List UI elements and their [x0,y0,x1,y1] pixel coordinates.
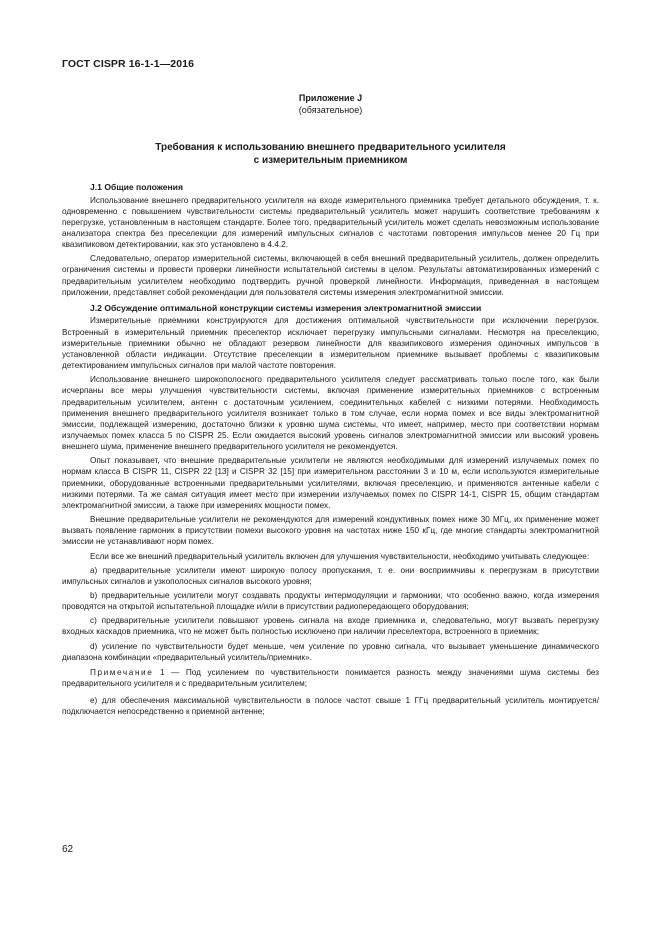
list-item-e: e) для обеспечения максимальной чувствительности в полосе частот свыше 1 ГГц предварительный усилитель монтируется/подключается непосредственно к приемной антенне; [62,696,599,717]
paragraph: Следовательно, оператор измерительной системы, включающей в себя внешний предварительный усилитель, должен определить ограничения системы и провести проверки линейности испытательной системы в целом. Результаты автоматизированных измерений с предварительным усилителем необходимо подтвердить ручной проверкой линейности. Информация, приведенная в настоящем приложении, представляет собой рекомендации для пользователя системы измерения электромагнитной эмиссии. [62,254,599,297]
appendix-block [0,92,661,116]
paragraph: Если все же внешний предварительный усилитель включен для улучшения чувствительности, необходимо учитывать следующее: [90,551,590,561]
paragraph: Использование внешнего предварительного усилителя на входе измерительного приемника требует детального обсуждения, т. к. одновременно с повышением чувствительности системы предварительный усилитель может нарушить соответствие требованиям к перегрузке, установленным в настоящем стандарте. Более того, предварительный усилитель может сделать невозможным использование анализатора спектра без преселекции для измерений импульсных сигналов с частотами повторения импульсов менее 20 Гц при квазипиковом детектировании, как это установлено в 4.4.2. [62,195,599,250]
paragraph: Измерительные приемники конструируются для достижения оптимальной чувствительности при исключении перегрузок. Встроенный в измерительный приемник преселектор исключает перегрузку импульсными сигналами. Несмотря на преселекцию, измерительные приемники обычно не обладают резервом линейности для квазипикового измерения одиночных импульсов в установленной области индикации. Отсутствие преселекции в измерительном приемнике вызывает проблемы с квазипиковым детектированием импульсных сигналов при малой частоте повторения. [62,316,599,371]
note-label: Примечание [90,667,154,677]
list-item-a: а) предварительные усилители имеют широкую полосу пропускания, т. е. они восприимчивы к перегрузкам в присутствии импульсных сигналов и узкополосных сигналов высокого уровня; [62,565,599,586]
title-line-1: Требования к использованию внешнего предварительного усилителя [155,142,506,153]
title-line-2: с измерительным приемником [253,155,408,166]
document-header: ГОСТ CISPR 16-1-1—2016 [62,58,195,70]
note [62,667,599,689]
section-heading-j2: J.2 Обсуждение оптимальной конструкции системы измерения электромагнитной эмиссии [90,302,482,313]
appendix-title: Приложение J [298,93,363,103]
document-title [62,141,599,167]
list-item-b: b) предварительные усилители могут создавать продукты интермодуляции и гармоники, что особенно важно, когда измерения проводятся на открытой испытательной площадке и/или в присутствии радиопередающего оборудования; [62,591,599,612]
paragraph: Опыт показывает, что внешние предварительные усилители не являются необходимыми для измерений излучаемых помех по нормам класса B CISPR 11, CISPR 22 [13] и CISPR 32 [15] при измерительном расстоянии 3 и 10 м, если используются измерительные приемники, оборудованные встроенными предварительными усилителями, включая преселекцию, и применяются антенные кабели с низкими потерями. Та же самая ситуация имеет место при измерении излучаемых помех по CISPR 14-1, CISPR 15, общим стандартам электромагнитной эмиссии, а также при измерениях мощности помех. [62,456,599,510]
section-heading-j1: J.1 Общие положения [90,182,183,192]
appendix-status: (обязательное) [298,105,363,115]
paragraph: Внешние предварительные усилители не рекомендуются для измерений кондуктивных помех ниже 30 МГц, их применение может вызвать появление гармоник в присутствии помехи высокого уровня на частотах ниже 150 кГц, где многие стандарты электромагнитной эмиссии не устанавливают норм помех. [62,515,599,547]
document-body [62,182,599,721]
page-number: 62 [62,844,74,855]
list-item-c: c) предварительные усилители повышают уровень сигнала на входе приемника и, следовательно, могут вызвать перегрузку входных каскадов приемника, что не может быть полностью исключено при наличии преселектора, встроенного в приемник; [62,616,599,637]
list-item-d: d) усиление по чувствительности будет меньше, чем усиление по уровню сигнала, что вызывает уменьшение динамического диапазона комбинации «предварительный усилитель/приемник». [62,641,599,662]
paragraph: Использование внешнего широкополосного предварительного усилителя следует рассматривать только после того, как были исчерпаны все меры улучшения чувствительности системы, включая применение измерительных приемников с встроенным предварительным усилителем, антенн с достаточным усилением, соединительных кабелей с низкими потерями. Необходимость применения внешнего предварительного усилителя возникает только в том случае, если норма помех и все виды электромагнитной эмиссии, подлежащей измерению, достаточно близки к уровню шума системы, что имеет, например, место при соответствии нормам излучаемых помех класса 5 по CISPR 25. Если ожидается высокий уровень сигналов электромагнитной эмиссии или высокий уровень внешнего шума, применение внешнего предварительного усилителя не рекомендуется. [62,375,599,452]
note-text: 1 — Под усилением по чувствительности понимается разность между значениями шума системы без предварительного усилителя и с предварительным усилителем; [62,667,599,689]
